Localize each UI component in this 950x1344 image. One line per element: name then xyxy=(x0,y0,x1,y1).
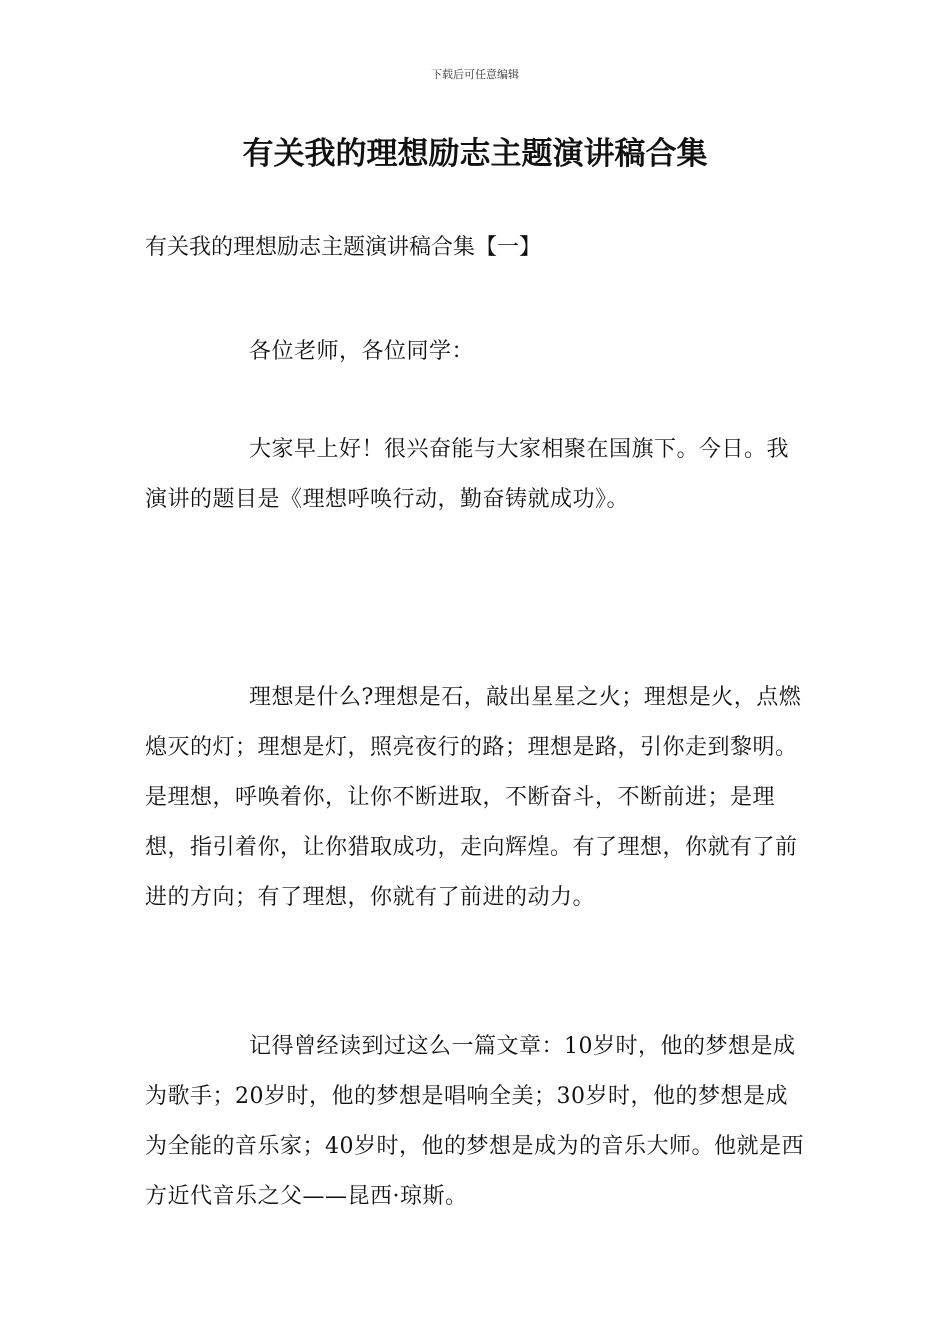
paragraph-intro: 大家早上好！很兴奋能与大家相聚在国旗下。今日。我演讲的题目是《理想呼唤行动，勤奋铸就成功》。 xyxy=(145,437,790,512)
paragraph-story: 记得曾经读到过这么一篇文章：10岁时，他的梦想是成为歌手；20岁时，他的梦想是唱响全美；30岁时，他的梦想是成为全能的音乐家；40岁时，他的梦想是成为的音乐大师。他就是西方近代音乐之父——昆西·琼斯。 xyxy=(145,1034,804,1209)
header-note: 下载后可任意编辑 xyxy=(431,68,519,81)
section-subtitle: 有关我的理想励志主题演讲稿合集【一】 xyxy=(145,235,542,260)
paragraph-ideal: 理想是什么?理想是石，敲出星星之火；理想是火，点燃熄灭的灯；理想是灯，照亮夜行的路；理想是路，引你走到黎明。是理想，呼唤着你，让你不断进取，不断奋斗，不断前进；是理想，指引着你，让你猎取成功，走向辉煌。有了理想，你就有了前进的方向；有了理想，你就有了前进的动力。 xyxy=(145,685,802,910)
document-title: 有关我的理想励志主题演讲稿合集 xyxy=(242,136,708,172)
paragraph-greeting: 各位老师，各位同学： xyxy=(249,339,475,364)
